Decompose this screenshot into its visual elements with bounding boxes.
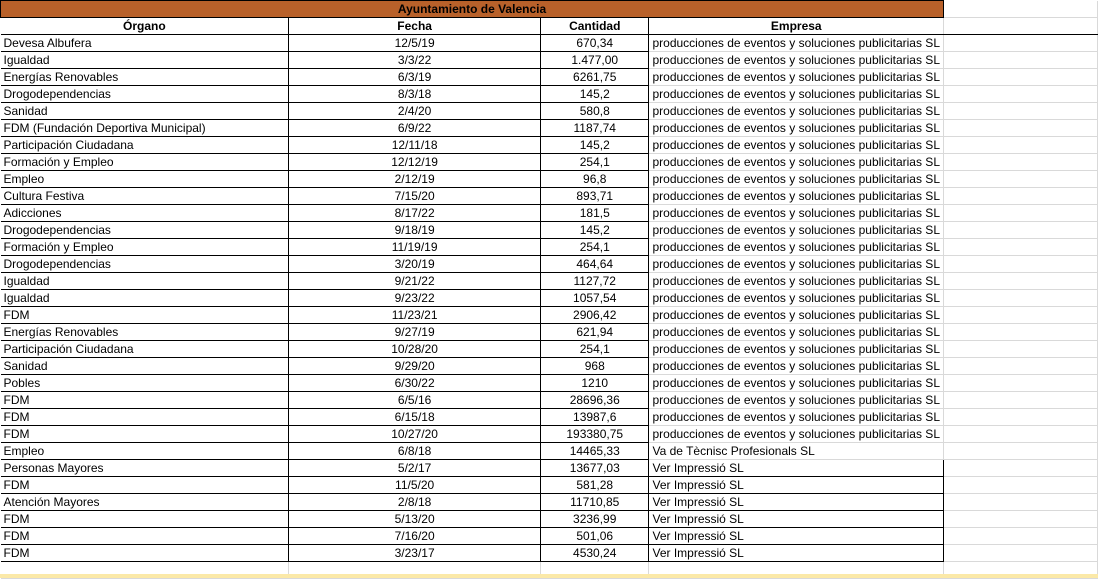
empty-cell[interactable]	[944, 494, 1098, 511]
cantidad-cell[interactable]: 968	[540, 358, 649, 375]
empresa-cell[interactable]: producciones de eventos y soluciones publicitarias SL	[649, 341, 944, 358]
fecha-cell[interactable]: 6/5/16	[289, 392, 541, 409]
empty-cell[interactable]	[944, 120, 1098, 137]
empresa-cell[interactable]: producciones de eventos y soluciones publicitarias SL	[649, 375, 944, 392]
empresa-cell[interactable]: producciones de eventos y soluciones publicitarias SL	[649, 426, 944, 443]
table-row	[1, 324, 1098, 341]
organo-cell[interactable]: Devesa Albufera	[1, 35, 289, 52]
title-row	[1, 1, 1098, 18]
empty-cell[interactable]	[944, 528, 1098, 545]
empresa-cell[interactable]: Va de Tècnisc Profesionals SL	[649, 443, 944, 460]
table-row	[1, 528, 1098, 545]
header-cantidad[interactable]: Cantidad	[540, 18, 649, 35]
empresa-cell[interactable]: producciones de eventos y soluciones publicitarias SL	[649, 290, 944, 307]
empty-cell[interactable]	[944, 86, 1098, 103]
organo-cell[interactable]: Igualdad	[1, 273, 289, 290]
cantidad-cell[interactable]: 1210	[540, 375, 649, 392]
organo-cell[interactable]: Empleo	[1, 443, 289, 460]
organo-cell[interactable]: Atención Mayores	[1, 494, 289, 511]
empty-cell[interactable]	[944, 324, 1098, 341]
organo-cell[interactable]: Igualdad	[1, 290, 289, 307]
empty-cell[interactable]	[944, 358, 1098, 375]
cantidad-cell[interactable]: 1127,72	[540, 273, 649, 290]
organo-cell[interactable]: Participación Ciudadana	[1, 137, 289, 154]
organo-cell[interactable]: Energías Renovables	[1, 69, 289, 86]
table-row	[1, 460, 1098, 477]
organo-cell[interactable]: FDM	[1, 307, 289, 324]
cantidad-cell[interactable]: 181,5	[540, 205, 649, 222]
cantidad-cell[interactable]: 28696,36	[540, 392, 649, 409]
cantidad-cell[interactable]: 670,34	[540, 35, 649, 52]
cantidad-cell[interactable]: 893,71	[540, 188, 649, 205]
empresa-cell[interactable]: producciones de eventos y soluciones publicitarias SL	[649, 154, 944, 171]
table-row	[1, 120, 1098, 137]
fecha-cell[interactable]: 12/11/18	[289, 137, 541, 154]
fecha-cell[interactable]: 3/3/22	[289, 52, 541, 69]
organo-cell[interactable]: Sanidad	[1, 103, 289, 120]
header-empresa[interactable]: Empresa	[649, 18, 944, 35]
fecha-cell[interactable]: 5/13/20	[289, 511, 541, 528]
cantidad-cell[interactable]: 13987,6	[540, 409, 649, 426]
organo-cell[interactable]: Formación y Empleo	[1, 239, 289, 256]
table-row	[1, 205, 1098, 222]
empty-cell[interactable]	[944, 239, 1098, 256]
empresa-cell[interactable]: producciones de eventos y soluciones publicitarias SL	[649, 69, 944, 86]
cantidad-cell[interactable]: 581,28	[540, 477, 649, 494]
empresa-cell[interactable]: producciones de eventos y soluciones publicitarias SL	[649, 222, 944, 239]
empty-cell[interactable]	[944, 18, 1098, 35]
organo-cell[interactable]: FDM	[1, 545, 289, 562]
fecha-cell[interactable]: 12/5/19	[289, 35, 541, 52]
fecha-cell[interactable]: 11/5/20	[289, 477, 541, 494]
organo-cell[interactable]: Personas Mayores	[1, 460, 289, 477]
header-organo[interactable]: Órgano	[1, 18, 289, 35]
table-row	[1, 511, 1098, 528]
table-row	[1, 426, 1098, 443]
table-row	[1, 35, 1098, 52]
empty-cell[interactable]	[944, 171, 1098, 188]
fecha-cell[interactable]: 12/12/19	[289, 154, 541, 171]
fecha-cell[interactable]: 3/20/19	[289, 256, 541, 273]
cantidad-cell[interactable]: 14465,33	[540, 443, 649, 460]
organo-cell[interactable]: Drogodependencias	[1, 256, 289, 273]
table-row	[1, 545, 1098, 562]
cantidad-cell[interactable]: 254,1	[540, 154, 649, 171]
empresa-cell[interactable]: Ver Impressió SL	[649, 528, 944, 545]
table-row	[1, 494, 1098, 511]
empresa-cell[interactable]: producciones de eventos y soluciones publicitarias SL	[649, 307, 944, 324]
fecha-cell[interactable]: 6/15/18	[289, 409, 541, 426]
empresa-cell[interactable]: Ver Impressió SL	[649, 494, 944, 511]
table-row	[1, 103, 1098, 120]
cantidad-cell[interactable]: 96,8	[540, 171, 649, 188]
table-row	[1, 222, 1098, 239]
organo-cell[interactable]: FDM (Fundación Deportiva Municipal)	[1, 120, 289, 137]
empresa-cell[interactable]: producciones de eventos y soluciones publicitarias SL	[649, 409, 944, 426]
fecha-cell[interactable]: 3/23/17	[289, 545, 541, 562]
empresa-cell[interactable]: producciones de eventos y soluciones publicitarias SL	[649, 273, 944, 290]
organo-cell[interactable]: Participación Ciudadana	[1, 341, 289, 358]
fecha-cell[interactable]: 2/4/20	[289, 103, 541, 120]
empresa-cell[interactable]: Ver Impressió SL	[649, 545, 944, 562]
organo-cell[interactable]: Pobles	[1, 375, 289, 392]
empresa-cell[interactable]: producciones de eventos y soluciones publicitarias SL	[649, 52, 944, 69]
header-fecha[interactable]: Fecha	[289, 18, 541, 35]
fecha-cell[interactable]: 7/16/20	[289, 528, 541, 545]
empty-cell[interactable]	[944, 256, 1098, 273]
empty-cell[interactable]	[944, 188, 1098, 205]
cantidad-cell[interactable]: 501,06	[540, 528, 649, 545]
table-row	[1, 477, 1098, 494]
cantidad-cell[interactable]: 145,2	[540, 137, 649, 154]
cantidad-cell[interactable]: 1.477,00	[540, 52, 649, 69]
organo-cell[interactable]: FDM	[1, 409, 289, 426]
empty-cell[interactable]	[944, 137, 1098, 154]
cantidad-cell[interactable]: 193380,75	[540, 426, 649, 443]
cantidad-cell[interactable]: 2906,42	[540, 307, 649, 324]
empty-cell[interactable]	[944, 69, 1098, 86]
empresa-cell[interactable]: producciones de eventos y soluciones publicitarias SL	[649, 392, 944, 409]
cantidad-cell[interactable]: 3236,99	[540, 511, 649, 528]
fecha-cell[interactable]: 6/8/18	[289, 443, 541, 460]
fecha-cell[interactable]: 11/19/19	[289, 239, 541, 256]
cantidad-cell[interactable]: 1187,74	[540, 120, 649, 137]
table-row	[1, 375, 1098, 392]
fecha-cell[interactable]: 9/18/19	[289, 222, 541, 239]
fecha-cell[interactable]: 6/30/22	[289, 375, 541, 392]
empresa-cell[interactable]: producciones de eventos y soluciones publicitarias SL	[649, 324, 944, 341]
table-row	[1, 443, 1098, 460]
fecha-cell[interactable]: 8/3/18	[289, 86, 541, 103]
empty-cell[interactable]	[944, 426, 1098, 443]
empty-cell[interactable]	[944, 545, 1098, 562]
table-row	[1, 52, 1098, 69]
table-row	[1, 188, 1098, 205]
empresa-cell[interactable]: producciones de eventos y soluciones publicitarias SL	[649, 35, 944, 52]
cantidad-cell[interactable]: 145,2	[540, 222, 649, 239]
cantidad-cell[interactable]: 580,8	[540, 103, 649, 120]
organo-cell[interactable]: Cultura Festiva	[1, 188, 289, 205]
table-row	[1, 273, 1098, 290]
empty-cell[interactable]	[944, 375, 1098, 392]
cantidad-cell[interactable]: 145,2	[540, 86, 649, 103]
organo-cell[interactable]: Igualdad	[1, 52, 289, 69]
cantidad-cell[interactable]: 464,64	[540, 256, 649, 273]
fecha-cell[interactable]: 10/28/20	[289, 341, 541, 358]
empty-cell[interactable]	[944, 460, 1098, 477]
fecha-cell[interactable]: 11/23/21	[289, 307, 541, 324]
organo-cell[interactable]: Energías Renovables	[1, 324, 289, 341]
empty-cell[interactable]	[944, 103, 1098, 120]
empty-cell[interactable]	[944, 443, 1098, 460]
cantidad-cell[interactable]: 621,94	[540, 324, 649, 341]
empty-cell[interactable]	[944, 392, 1098, 409]
empresa-cell[interactable]: producciones de eventos y soluciones publicitarias SL	[649, 120, 944, 137]
fecha-cell[interactable]: 10/27/20	[289, 426, 541, 443]
table-row	[1, 239, 1098, 256]
header-row	[1, 18, 1098, 35]
empresa-cell[interactable]: producciones de eventos y soluciones publicitarias SL	[649, 171, 944, 188]
table-row	[1, 137, 1098, 154]
table-row	[1, 290, 1098, 307]
organo-cell[interactable]: FDM	[1, 426, 289, 443]
empresa-cell[interactable]: producciones de eventos y soluciones publicitarias SL	[649, 256, 944, 273]
empresa-cell[interactable]: Ver Impressió SL	[649, 511, 944, 528]
empty-cell[interactable]	[944, 222, 1098, 239]
cantidad-cell[interactable]: 1057,54	[540, 290, 649, 307]
organo-cell[interactable]: Adicciones	[1, 205, 289, 222]
fecha-cell[interactable]: 6/9/22	[289, 120, 541, 137]
empresa-cell[interactable]: producciones de eventos y soluciones publicitarias SL	[649, 86, 944, 103]
empty-cell[interactable]	[944, 273, 1098, 290]
fecha-cell[interactable]: 9/29/20	[289, 358, 541, 375]
organo-cell[interactable]: FDM	[1, 528, 289, 545]
organo-cell[interactable]: FDM	[1, 392, 289, 409]
empresa-cell[interactable]: producciones de eventos y soluciones publicitarias SL	[649, 137, 944, 154]
fecha-cell[interactable]: 9/23/22	[289, 290, 541, 307]
empresa-cell[interactable]: producciones de eventos y soluciones publicitarias SL	[649, 358, 944, 375]
organo-cell[interactable]: FDM	[1, 477, 289, 494]
empresa-cell[interactable]: producciones de eventos y soluciones publicitarias SL	[649, 205, 944, 222]
empresa-cell[interactable]: Ver Impressió SL	[649, 460, 944, 477]
empty-cell[interactable]	[944, 1, 1098, 18]
cantidad-cell[interactable]: 11710,85	[540, 494, 649, 511]
cantidad-cell[interactable]: 254,1	[540, 239, 649, 256]
empty-cell[interactable]	[944, 205, 1098, 222]
fecha-cell[interactable]: 7/15/20	[289, 188, 541, 205]
cantidad-cell[interactable]: 4530,24	[540, 545, 649, 562]
sheet-title[interactable]: Ayuntamiento de Valencia	[1, 1, 944, 18]
organo-cell[interactable]: Drogodependencias	[1, 86, 289, 103]
table-row	[1, 409, 1098, 426]
empresa-cell[interactable]: producciones de eventos y soluciones publicitarias SL	[649, 188, 944, 205]
table-row	[1, 69, 1098, 86]
empty-cell[interactable]	[944, 52, 1098, 69]
organo-cell[interactable]: Empleo	[1, 171, 289, 188]
fecha-cell[interactable]: 8/17/22	[289, 205, 541, 222]
empty-cell[interactable]	[944, 409, 1098, 426]
organo-cell[interactable]: Drogodependencias	[1, 222, 289, 239]
empty-cell[interactable]	[944, 35, 1098, 52]
organo-cell[interactable]: Sanidad	[1, 358, 289, 375]
fecha-cell[interactable]: 9/21/22	[289, 273, 541, 290]
table-row	[1, 86, 1098, 103]
table-row	[1, 341, 1098, 358]
fecha-cell[interactable]: 6/3/19	[289, 69, 541, 86]
table-row	[1, 154, 1098, 171]
empresa-cell[interactable]: Ver Impressió SL	[649, 477, 944, 494]
organo-cell[interactable]: Formación y Empleo	[1, 154, 289, 171]
empty-cell[interactable]	[944, 154, 1098, 171]
empresa-cell[interactable]: producciones de eventos y soluciones publicitarias SL	[649, 239, 944, 256]
table-row	[1, 307, 1098, 324]
fecha-cell[interactable]: 5/2/17	[289, 460, 541, 477]
table-row	[1, 358, 1098, 375]
empty-cell[interactable]	[944, 477, 1098, 494]
cantidad-cell[interactable]: 13677,03	[540, 460, 649, 477]
empty-cell[interactable]	[944, 511, 1098, 528]
empty-cell[interactable]	[944, 290, 1098, 307]
table-row	[1, 392, 1098, 409]
empty-cell[interactable]	[944, 307, 1098, 324]
cantidad-cell[interactable]: 6261,75	[540, 69, 649, 86]
empresa-cell[interactable]: producciones de eventos y soluciones publicitarias SL	[649, 103, 944, 120]
sheet-bottom-strip	[0, 574, 1098, 578]
fecha-cell[interactable]: 2/12/19	[289, 171, 541, 188]
fecha-cell[interactable]: 2/8/18	[289, 494, 541, 511]
organo-cell[interactable]: FDM	[1, 511, 289, 528]
empty-cell[interactable]	[944, 341, 1098, 358]
cantidad-cell[interactable]: 254,1	[540, 341, 649, 358]
fecha-cell[interactable]: 9/27/19	[289, 324, 541, 341]
table-row	[1, 256, 1098, 273]
table-row	[1, 171, 1098, 188]
